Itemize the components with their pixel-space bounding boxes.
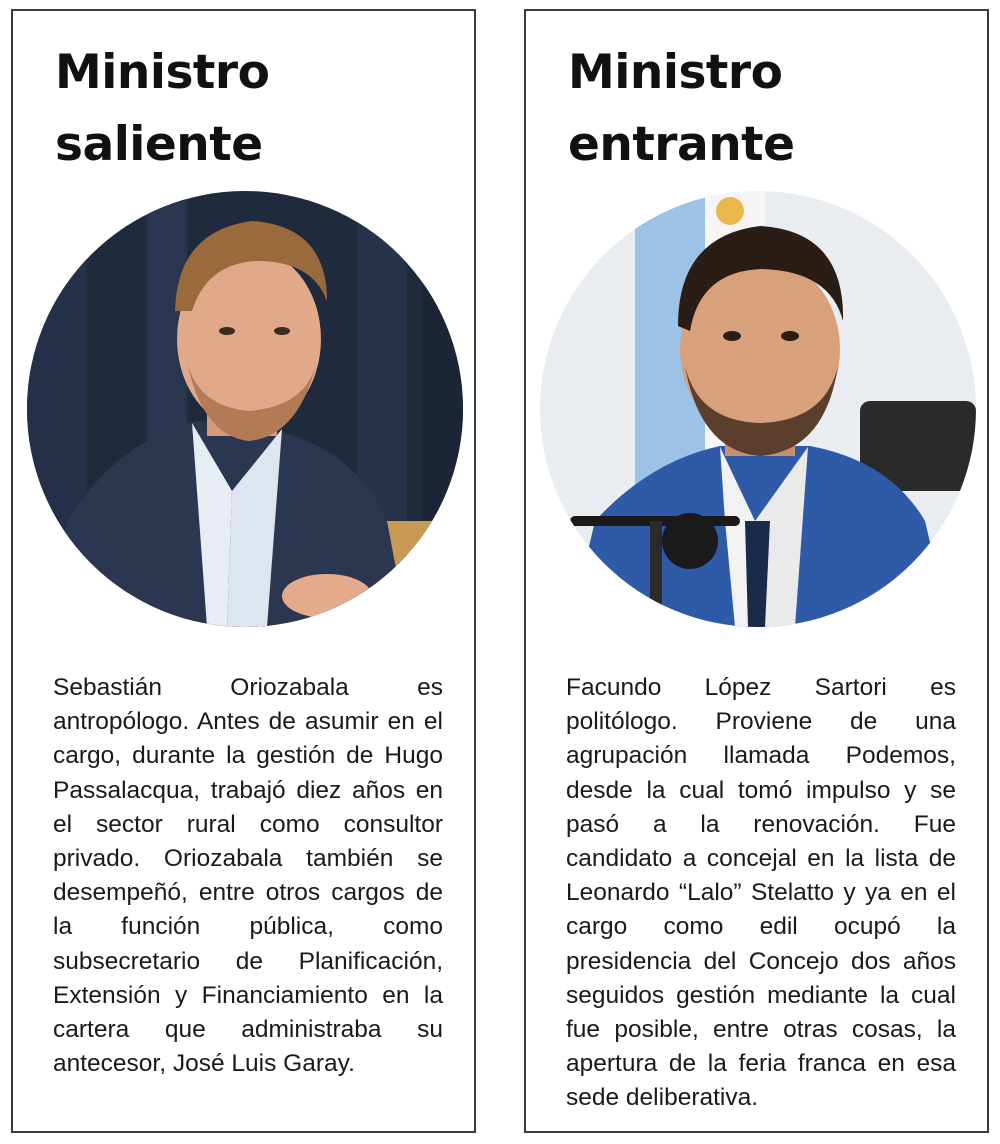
title-line-2: saliente	[55, 117, 263, 172]
incoming-minister-bio: Facundo López Sartori es politólogo. Proviene de una agrupación llamada Podemos, desde la cual tomó impulso y se pasó a la renovación. Fue candidato a concejal en la lista de Leonardo “Lalo” Stelatto y ya en el cargo como edil ocupó la presidencia del Concejo dos años seguidos gestión mediante la cual fue posible, entre otras cosas, la apertura de la feria franca en esa sede deliberativa.	[566, 674, 956, 1112]
title-line-2: entrante	[568, 117, 795, 172]
title-line-1: Ministro	[55, 45, 270, 100]
incoming-minister-portrait	[540, 191, 976, 627]
incoming-minister-title	[568, 37, 795, 181]
outgoing-minister-portrait	[27, 191, 463, 627]
outgoing-minister-panel	[11, 9, 476, 1133]
outgoing-minister-bio: Sebastián Oriozabala es antropólogo. Antes de asumir en el cargo, durante la gestión de Hugo Passalacqua, trabajó diez años en el sector rural como consultor privado. Oriozabala también se desempeñó, entre otros cargos de la función pública, como subsecretario de Planificación, Extensión y Financiamiento en la cartera que administraba su antecesor, José Luis Garay.	[53, 674, 443, 1078]
incoming-minister-panel	[524, 9, 989, 1133]
title-line-1: Ministro	[568, 45, 783, 100]
outgoing-minister-title	[55, 37, 269, 181]
